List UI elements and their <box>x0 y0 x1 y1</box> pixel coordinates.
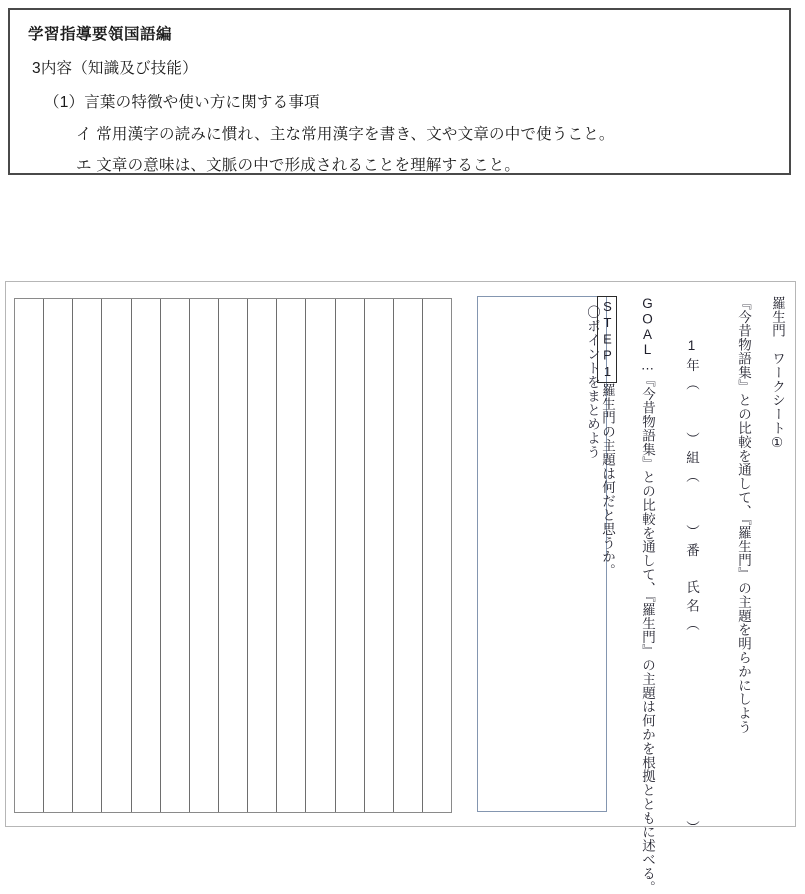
point-summary-label: 〇ポイントをまとめよう <box>585 305 600 459</box>
vertical-writing-grid[interactable] <box>14 298 452 813</box>
step1-question-text: 羅生門の主題は何だと思うか。 <box>600 383 615 578</box>
curriculum-item-e: エ 文章の意味は、文脈の中で形成されることを理解すること。 <box>76 157 521 174</box>
step1-badge: STEP1 <box>597 296 617 383</box>
point-summary-box[interactable] <box>477 296 607 812</box>
step1-column <box>597 296 617 578</box>
curriculum-content-heading: 3内容（知識及び技能） <box>32 60 198 77</box>
curriculum-item-1: （1）言葉の特徴や使い方に関する事項 <box>44 94 320 111</box>
student-name-field[interactable]: 1年（ ）組（ ）番 氏名（ ） <box>684 338 699 839</box>
writing-grid-column[interactable] <box>306 299 335 812</box>
writing-grid-column[interactable] <box>73 299 102 812</box>
curriculum-title: 学習指導要領国語編 <box>28 26 173 43</box>
writing-grid-column[interactable] <box>44 299 73 812</box>
curriculum-item-i: イ 常用漢字の読みに慣れ、主な常用漢字を書き、文や文章の中で使うこと。 <box>76 126 615 143</box>
writing-grid-column[interactable] <box>102 299 131 812</box>
writing-grid-column[interactable] <box>336 299 365 812</box>
worksheet-subtitle: 『今昔物語集』との比較を通して、『羅生門』の主題を明らかにしよう <box>736 296 751 735</box>
writing-grid-column[interactable] <box>423 299 451 812</box>
writing-grid-column[interactable] <box>277 299 306 812</box>
goal-statement: GOAL…『今昔物語集』との比較を通して、『羅生門』の主題は何かを根拠とともに述べる。 <box>640 296 655 894</box>
writing-grid-column[interactable] <box>365 299 394 812</box>
worksheet-title: 羅生門 ワークシート① <box>770 296 785 452</box>
writing-grid-column[interactable] <box>132 299 161 812</box>
writing-grid-column[interactable] <box>190 299 219 812</box>
writing-grid-column[interactable] <box>15 299 44 812</box>
writing-grid-column[interactable] <box>161 299 190 812</box>
writing-grid-column[interactable] <box>248 299 277 812</box>
worksheet-frame <box>5 281 796 894</box>
writing-grid-column[interactable] <box>219 299 248 812</box>
writing-grid-column[interactable] <box>394 299 423 812</box>
curriculum-reference-box <box>8 8 791 175</box>
